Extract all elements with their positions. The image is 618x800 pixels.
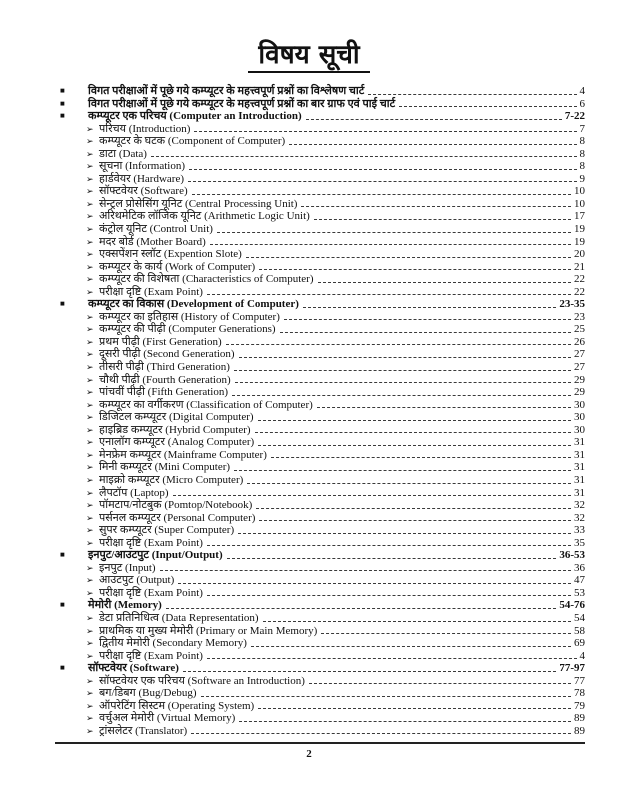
toc-entry-page: 4 [579,85,585,97]
dot-leader [207,595,571,596]
toc-entry [58,210,585,223]
arrow-bullet-icon: ➢ [86,587,94,598]
dot-leader [183,671,556,672]
dot-leader [166,608,557,609]
toc-entry-label: चौथी पीढ़ी (Fourth Generation) [99,373,231,386]
toc-entry-page: 89 [574,712,585,725]
toc-entry [58,160,585,173]
dot-leader [258,708,571,709]
dot-leader [258,445,571,446]
toc-entry-page: 89 [574,724,585,737]
square-bullet-icon: ■ [60,299,65,309]
footer-page-number: 2 [306,748,312,760]
toc-entry-page: 17 [574,210,585,223]
dot-leader [246,257,571,258]
toc-entry-page: 10 [574,197,585,210]
arrow-bullet-icon: ➢ [86,612,94,623]
arrow-bullet-icon: ➢ [86,437,94,448]
toc-entry-label: कंट्रोल यूनिट (Control Unit) [99,223,213,236]
toc-entry-page: 29 [574,373,585,386]
dot-leader [318,282,571,283]
toc-entry-page: 6 [579,97,585,110]
dot-leader [188,181,576,182]
arrow-bullet-icon: ➢ [86,236,94,247]
toc-entry-page: 30 [574,411,585,424]
square-bullet-icon: ■ [60,98,65,108]
toc-entry [58,135,585,148]
toc-entry-page: 31 [574,461,585,474]
toc-entry-label: परीक्षा दृष्टि (Exam Point) [99,586,203,599]
dot-leader [251,646,571,647]
toc-entry-label: अरिथमेटिक लॉजिक यूनिट (Arithmetic Logic Unit) [99,210,310,223]
toc-entry [58,248,585,261]
toc-entry-label: परीक्षा दृष्टि (Exam Point) [99,536,203,549]
page-title-wrap [0,40,618,73]
dot-leader [235,382,571,383]
toc-entry-page: 9 [579,172,585,185]
toc-entry [58,700,585,713]
arrow-bullet-icon: ➢ [86,286,94,297]
toc-entry-label: कम्प्यूटर का वर्गीकरण (Classification of Computer) [99,398,313,411]
arrow-bullet-icon: ➢ [86,562,94,573]
toc-entry-label: डाटा (Data) [99,147,147,160]
dot-leader [259,269,571,270]
dot-leader [321,633,571,634]
footer-divider [55,742,585,744]
toc-entry [58,336,585,349]
toc-entry-page: 30 [574,398,585,411]
arrow-bullet-icon: ➢ [86,161,94,172]
arrow-bullet-icon: ➢ [86,311,94,322]
toc-entry-label: इनपुट/आउटपुट (Input/Output) [88,549,223,562]
toc-entry [58,236,585,249]
toc-entry-page: 21 [574,260,585,273]
toc-entry [58,574,585,587]
toc-entry-label: कम्प्यूटर के घटक (Component of Computer) [99,135,286,148]
toc-entry-page: 7-22 [564,110,585,123]
toc-entry-page: 47 [574,574,585,587]
toc-entry-page: 78 [574,687,585,700]
toc-entry-page: 19 [574,223,585,236]
dot-leader [303,307,556,308]
toc-entry-label: पांचवीं पीढ़ी (Fifth Generation) [99,386,229,399]
toc-entry-page: 54 [574,611,585,624]
arrow-bullet-icon: ➢ [86,123,94,134]
toc-entry [58,311,585,324]
toc-entry-page: 22 [574,273,585,286]
dot-leader [234,470,571,471]
toc-entry [58,712,585,725]
arrow-bullet-icon: ➢ [86,261,94,272]
dot-leader [284,319,571,320]
toc-entry-label: तीसरी पीढ़ी (Third Generation) [99,361,230,374]
toc-entry [58,185,585,198]
toc-entry-label: माइक्रो कम्प्यूटर (Micro Computer) [99,473,244,486]
toc-entry-label: हार्डवेयर (Hardware) [99,172,185,185]
toc-entry-label: सॉफ्टवेयर (Software) [88,662,179,675]
toc-entry [58,323,585,336]
toc-entry [58,436,585,449]
toc-entry [58,411,585,424]
arrow-bullet-icon: ➢ [86,136,94,147]
dot-leader [239,721,571,722]
toc-list [58,85,585,737]
dot-leader [226,344,571,345]
toc-entry-page: 31 [574,473,585,486]
toc-entry [58,599,585,612]
toc-entry [58,562,585,575]
toc-entry-label: कम्प्यूटर की विशेषता (Characteristics of Computer) [99,273,314,286]
toc-entry-label: बग/डिबग (Bug/Debug) [99,687,197,700]
dot-leader [259,520,571,521]
toc-entry-page: 19 [574,235,585,248]
toc-entry-page: 33 [574,524,585,537]
dot-leader [207,545,571,546]
toc-entry [58,612,585,625]
toc-entry-label: सॉफ्टवेयर (Software) [99,185,188,198]
toc-entry [58,386,585,399]
arrow-bullet-icon: ➢ [86,537,94,548]
arrow-bullet-icon: ➢ [86,399,94,410]
arrow-bullet-icon: ➢ [86,688,94,699]
dot-leader [194,131,576,132]
dot-leader [217,232,571,233]
toc-entry-label: मेनफ्रेम कम्प्यूटर (Mainframe Computer) [99,448,267,461]
toc-entry [58,286,585,299]
toc-entry-page: 31 [574,448,585,461]
arrow-bullet-icon: ➢ [86,650,94,661]
square-bullet-icon: ■ [60,600,65,610]
dot-leader [191,733,571,734]
dot-leader [314,219,571,220]
toc-entry [58,487,585,500]
dot-leader [256,508,571,509]
toc-entry-label: परीक्षा दृष्टि (Exam Point) [99,649,203,662]
toc-entry [58,348,585,361]
arrow-bullet-icon: ➢ [86,362,94,373]
toc-entry [58,424,585,437]
dot-leader [173,495,571,496]
arrow-bullet-icon: ➢ [86,224,94,235]
arrow-bullet-icon: ➢ [86,713,94,724]
dot-leader [263,621,571,622]
toc-entry [58,675,585,688]
arrow-bullet-icon: ➢ [86,173,94,184]
toc-entry [58,537,585,550]
square-bullet-icon: ■ [60,550,65,560]
toc-entry-label: दूसरी पीढ़ी (Second Generation) [99,348,235,361]
toc-entry [58,123,585,136]
toc-entry-label: कम्प्यूटर का विकास (Development of Computer) [88,298,299,311]
toc-entry-label: विगत परीक्षाओं में पूछे गये कम्प्यूटर के महत्त्वपूर्ण प्रश्नों का बार ग्राफ एवं पाई चार्ट [88,97,396,110]
toc-entry-label: वर्चुअल मेमोरी (Virtual Memory) [99,712,236,725]
toc-entry-label: ट्रांसलेटर (Translator) [99,724,188,737]
toc-entry [58,725,585,738]
dot-leader [317,407,571,408]
toc-entry [58,474,585,487]
toc-entry [58,549,585,562]
toc-entry-page: 36 [574,561,585,574]
toc-entry-page: 79 [574,699,585,712]
toc-entry [58,461,585,474]
toc-entry-label: कम्प्यूटर की पीढ़ी (Computer Generations) [99,323,276,336]
toc-entry-label: परीक्षा दृष्टि (Exam Point) [99,285,203,298]
arrow-bullet-icon: ➢ [86,638,94,649]
toc-entry-page: 53 [574,586,585,599]
dot-leader [289,144,576,145]
toc-entry-page: 26 [574,335,585,348]
toc-entry-label: द्वितीय मेमोरी (Secondary Memory) [99,637,247,650]
square-bullet-icon: ■ [60,111,65,121]
dot-leader [178,583,571,584]
toc-entry-page: 22 [574,285,585,298]
toc-entry [58,399,585,412]
toc-entry-label: कम्प्यूटर के कार्य (Work of Computer) [99,260,256,273]
toc-entry-label: पर्सनल कम्प्यूटर (Personal Computer) [99,511,256,524]
toc-entry [58,625,585,638]
arrow-bullet-icon: ➢ [86,625,94,636]
toc-entry [58,173,585,186]
dot-leader [399,106,576,107]
toc-entry [58,662,585,675]
arrow-bullet-icon: ➢ [86,487,94,498]
dot-leader [255,432,571,433]
arrow-bullet-icon: ➢ [86,274,94,285]
toc-entry-page: 31 [574,436,585,449]
toc-entry-page: 31 [574,486,585,499]
arrow-bullet-icon: ➢ [86,474,94,485]
toc-entry-label: सुपर कम्प्यूटर (Super Computer) [99,524,235,537]
toc-entry-page: 8 [579,147,585,160]
toc-entry-label: प्रथम पीढ़ी (First Generation) [99,335,222,348]
square-bullet-icon: ■ [60,663,65,673]
dot-leader [189,169,577,170]
arrow-bullet-icon: ➢ [86,324,94,335]
toc-entry-label: डेटा प्रतिनिधित्व (Data Representation) [99,611,259,624]
toc-entry-label: हाइब्रिड कम्प्यूटर (Hybrid Computer) [99,423,251,436]
toc-entry [58,148,585,161]
toc-entry-page: 10 [574,185,585,198]
toc-entry-page: 32 [574,499,585,512]
toc-entry-page: 8 [579,135,585,148]
toc-entry-page: 69 [574,637,585,650]
toc-entry-label: आउटपुट (Output) [99,574,175,587]
toc-entry-page: 30 [574,423,585,436]
toc-entry [58,98,585,111]
dot-leader [151,156,577,157]
arrow-bullet-icon: ➢ [86,525,94,536]
square-bullet-icon: ■ [60,86,65,96]
page-title: विषय सूची [248,40,369,73]
toc-entry-label: परिचय (Introduction) [99,122,191,135]
toc-entry-page: 23 [574,310,585,323]
toc-entry [58,361,585,374]
toc-entry [58,637,585,650]
arrow-bullet-icon: ➢ [86,412,94,423]
toc-entry-page: 77-97 [559,662,585,675]
dot-leader [207,294,571,295]
toc-entry [58,512,585,525]
toc-entry [58,110,585,123]
dot-leader [309,683,571,684]
dot-leader [238,533,571,534]
dot-leader [247,483,571,484]
toc-entry-page: 27 [574,348,585,361]
arrow-bullet-icon: ➢ [86,387,94,398]
arrow-bullet-icon: ➢ [86,349,94,360]
arrow-bullet-icon: ➢ [86,186,94,197]
arrow-bullet-icon: ➢ [86,700,94,711]
toc-entry-label: मिनी कम्प्यूटर (Mini Computer) [99,461,231,474]
arrow-bullet-icon: ➢ [86,512,94,523]
toc-entry-page: 27 [574,361,585,374]
toc-entry [58,298,585,311]
toc-entry-page: 20 [574,248,585,261]
toc-entry-page: 25 [574,323,585,336]
arrow-bullet-icon: ➢ [86,575,94,586]
toc-entry-label: मेमोरी (Memory) [88,599,162,612]
toc-entry [58,687,585,700]
dot-leader [280,332,571,333]
arrow-bullet-icon: ➢ [86,675,94,686]
dot-leader [271,457,571,458]
toc-entry-label: प्राथमिक या मुख्य मेमोरी (Primary or Main Memory) [99,624,318,637]
toc-entry-page: 54-76 [559,599,585,612]
dot-leader [258,420,571,421]
arrow-bullet-icon: ➢ [86,198,94,209]
arrow-bullet-icon: ➢ [86,374,94,385]
toc-entry-page: 29 [574,386,585,399]
toc-entry-page: 77 [574,674,585,687]
toc-entry [58,524,585,537]
arrow-bullet-icon: ➢ [86,336,94,347]
dot-leader [210,244,571,245]
dot-leader [232,395,571,396]
toc-entry-page: 7 [579,122,585,135]
toc-entry-page: 35 [574,536,585,549]
toc-entry-label: विगत परीक्षाओं में पूछे गये कम्प्यूटर के महत्त्वपूर्ण प्रश्नों का विश्लेषण चार्ट [88,85,365,97]
arrow-bullet-icon: ➢ [86,148,94,159]
arrow-bullet-icon: ➢ [86,449,94,460]
toc-entry-page: 23-35 [559,298,585,311]
dot-leader [160,570,571,571]
toc-entry [58,261,585,274]
dot-leader [207,658,577,659]
toc-entry-label: डिजिटल कम्प्यूटर (Digital Computer) [99,411,254,424]
toc-entry-label: एक्सपेंशन स्लॉट (Expention Slote) [99,248,242,261]
toc-entry-label: सूचना (Information) [99,160,185,173]
toc-entry-label: इनपुट (Input) [99,561,156,574]
dot-leader [306,119,562,120]
toc-entry-page: 32 [574,511,585,524]
toc-entry [58,449,585,462]
toc-entry-page: 58 [574,624,585,637]
toc-entry [58,198,585,211]
dot-leader [227,558,557,559]
dot-leader [201,696,571,697]
arrow-bullet-icon: ➢ [86,500,94,511]
toc-entry [58,273,585,286]
toc-entry-label: पॉमटाप/नोटबुक (Pomtop/Notebook) [99,499,253,512]
toc-entry-page: 8 [579,160,585,173]
toc-entry-label: कम्प्यूटर का इतिहास (History of Computer) [99,310,280,323]
toc-entry-label: कम्प्यूटर एक परिचय (Computer an Introduction) [88,110,302,123]
dot-leader [301,206,571,207]
toc-entry [58,650,585,663]
toc-entry-page: 36-53 [559,549,585,562]
dot-leader [368,94,576,95]
toc-entry [58,223,585,236]
toc-entry-label: ऑपरेटिंग सिस्टम (Operating System) [99,699,255,712]
arrow-bullet-icon: ➢ [86,424,94,435]
toc-entry [58,587,585,600]
arrow-bullet-icon: ➢ [86,725,94,736]
toc-entry-label: एनालॉग कम्प्यूटर (Analog Computer) [99,436,255,449]
toc-entry-label: सेन्ट्रल प्रोसेसिंग यूनिट (Central Processing Unit) [99,197,298,210]
toc-entry [58,499,585,512]
toc-entry-page: 4 [579,649,585,662]
arrow-bullet-icon: ➢ [86,211,94,222]
dot-leader [239,357,571,358]
arrow-bullet-icon: ➢ [86,462,94,473]
toc-entry-label: सॉफ्टवेयर एक परिचय (Software an Introduction) [99,674,305,687]
arrow-bullet-icon: ➢ [86,249,94,260]
toc-entry [58,85,585,98]
toc-entry-label: मदर बोर्ड (Mother Board) [99,235,206,248]
dot-leader [192,194,571,195]
toc-entry-label: लैपटॉप (Laptop) [99,486,169,499]
toc-entry [58,374,585,387]
dot-leader [234,370,571,371]
